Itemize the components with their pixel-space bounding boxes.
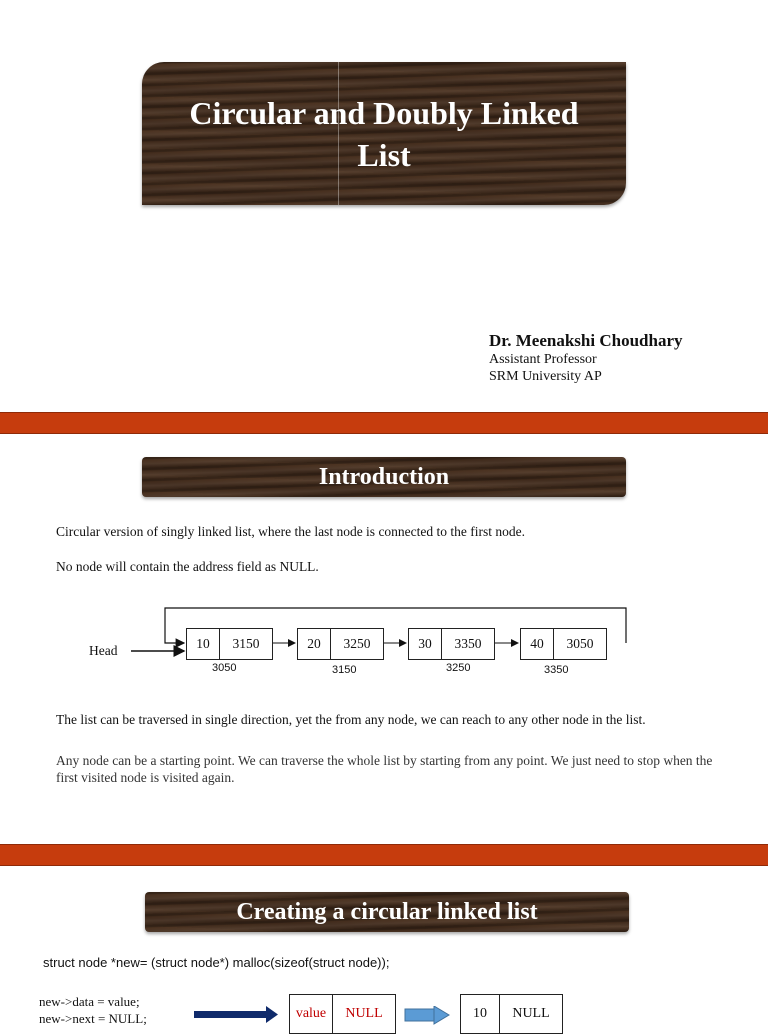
- node-data: 30: [409, 629, 442, 659]
- circular-list-arrows: [0, 600, 768, 670]
- slide-divider: [0, 844, 768, 866]
- code-assign-data: new->data = value;: [39, 994, 140, 1009]
- light-arrow: [404, 1006, 452, 1026]
- author-org: SRM University AP: [489, 369, 602, 384]
- head-label: Head: [89, 643, 118, 658]
- create-heading: Creating a circular linked list: [236, 899, 538, 925]
- intro-heading-banner: [142, 457, 626, 497]
- node-data: 10: [187, 629, 220, 659]
- box-next-null: NULL: [345, 1006, 383, 1021]
- intro-para-3: The list can be traversed in single direction, yet the from any node, we can reach to any other node in the list.: [56, 712, 646, 727]
- slide-title: Circular and Doubly Linked List: [189, 94, 579, 173]
- dark-arrow: [190, 1004, 290, 1026]
- intro-para-4: Any node can be a starting point. We can traverse the whole list by starting from any point. We just need to stop when the first visited node is visited again.: [56, 753, 713, 785]
- node-data: 20: [298, 629, 331, 659]
- node-address-2: 3150: [332, 664, 357, 676]
- intro-para-2: No node will contain the address field as NULL.: [56, 559, 319, 574]
- node-next: 3150: [232, 636, 260, 651]
- intro-para-1: Circular version of singly linked list, where the last node is connected to the first node.: [56, 524, 526, 539]
- title-banner: [142, 62, 626, 205]
- slide-divider: [0, 412, 768, 434]
- intro-heading: Introduction: [318, 464, 450, 490]
- box-data-value: value: [290, 995, 333, 1033]
- node-address-1: 3050: [212, 662, 237, 674]
- node-next: 3350: [454, 636, 482, 651]
- node-address-4: 3350: [544, 664, 569, 676]
- node-box-10: [460, 994, 563, 1034]
- code-assign-next: new->next = NULL;: [39, 1011, 147, 1026]
- list-node-2: [297, 628, 384, 660]
- node-address-3: 3250: [446, 662, 471, 674]
- node-next: 3250: [343, 636, 371, 651]
- author-role: Assistant Professor: [489, 352, 597, 367]
- author-block: [489, 331, 683, 385]
- node-next: 3050: [566, 636, 594, 651]
- create-heading-banner: [145, 892, 629, 932]
- node-box-value: [289, 994, 396, 1034]
- list-node-1: [186, 628, 273, 660]
- list-node-4: [520, 628, 607, 660]
- code-malloc: struct node *new= (struct node*) malloc(sizeof(struct node));: [43, 955, 390, 970]
- box-next-null-2: NULL: [512, 1006, 550, 1021]
- list-node-3: [408, 628, 495, 660]
- node-data: 40: [521, 629, 554, 659]
- box-data-10: 10: [461, 995, 500, 1033]
- author-name: Dr. Meenakshi Choudhary: [489, 331, 683, 350]
